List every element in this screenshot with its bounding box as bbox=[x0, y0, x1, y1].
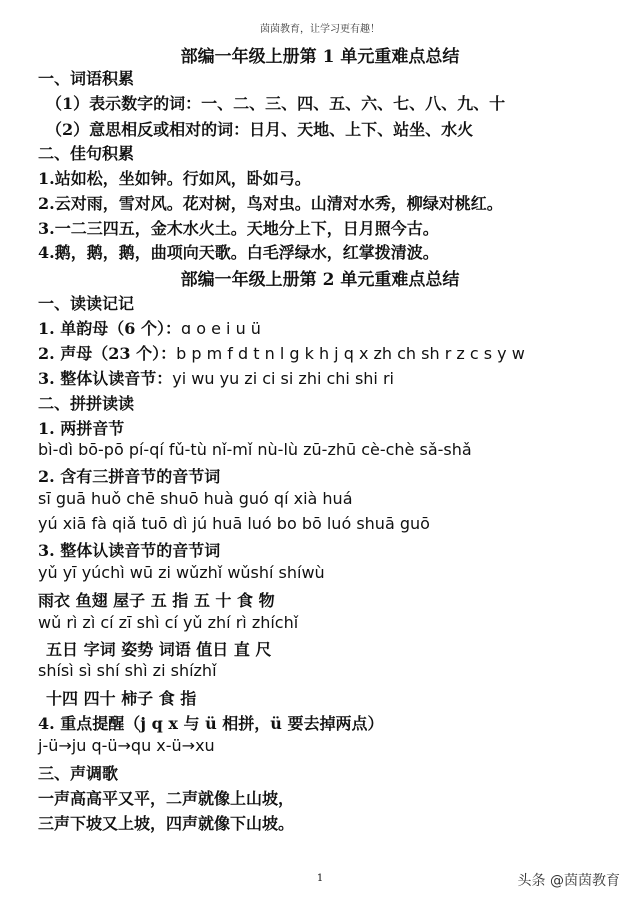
whole-words-hanzi-3: 十四 四十 柿子 食 指 bbox=[46, 689, 197, 708]
unit2-single-finals bbox=[38, 316, 261, 339]
tone-song-line-2: 三声下坡又上坡，四声就像下山坡。 bbox=[38, 814, 295, 833]
header-slogan: 茵茵教育，让学习更有趣！ bbox=[260, 24, 380, 35]
single-finals-value: ɑ o e i u ü bbox=[180, 319, 261, 338]
three-part-row-1: sī guā huǒ chē shuō huà guó qí xià huá bbox=[38, 489, 353, 508]
unit2-section-read: 一、读读记记 bbox=[38, 294, 135, 313]
two-part-pinyin: bì-dì bō-pō pí-qí fǔ-tù nǐ-mǐ nù-lù zū-zhū cè-chè sǎ-shǎ bbox=[38, 440, 472, 459]
initials-label: 2. 声母（23 个）： bbox=[38, 344, 177, 363]
whole-words-hanzi-1: 雨衣 鱼翅 屋子 五 指 五 十 食 物 bbox=[38, 591, 275, 610]
unit1-title: 部编一年级上册第 1 单元重难点总结 bbox=[180, 47, 460, 67]
whole-words-pinyin-2: wǔ rì zì cí zī shì cí yǔ zhí rì zhíchǐ bbox=[38, 613, 299, 632]
unit1-sentence-4: 4.鹅，鹅，鹅，曲项向天歌。白毛浮绿水，红掌拨清波。 bbox=[38, 243, 439, 262]
tone-song-line-1: 一声高高平又平，二声就像上山坡， bbox=[38, 789, 295, 808]
whole-words-hanzi-2: 五日 字词 姿势 词语 值日 直 尺 bbox=[46, 640, 272, 659]
single-finals-label: 1. 单韵母（6 个）： bbox=[38, 319, 181, 338]
watermark: 头条 @茵茵教育 bbox=[517, 873, 620, 889]
unit1-sentence-1: 1.站如松，坐如钟。行如风，卧如弓。 bbox=[38, 169, 311, 188]
unit2-section-tone-song: 三、声调歌 bbox=[38, 764, 119, 783]
unit1-sentence-2: 2.云对雨，雪对风。花对树，鸟对虫。山清对水秀，柳绿对桃红。 bbox=[38, 194, 503, 213]
three-part-label: 2. 含有三拼音节的音节词 bbox=[38, 467, 221, 486]
page-number: 1 bbox=[316, 873, 324, 884]
unit1-opposite-words: （2）意思相反或相对的词：日月、天地、上下、站坐、水火 bbox=[46, 120, 474, 139]
unit1-sentence-3: 3.一二三四五，金木水火土。天地分上下，日月照今古。 bbox=[38, 219, 439, 238]
three-part-row-2: yú xiā fà qiǎ tuō dì jú huā luó bo bō luó shuā guō bbox=[38, 514, 430, 533]
unit2-section-spell: 二、拼拼读读 bbox=[38, 394, 135, 413]
two-part-label: 1. 两拼音节 bbox=[38, 419, 125, 438]
whole-syllables-value: yi wu yu zi ci si zhi chi shi ri bbox=[172, 369, 394, 388]
key-reminder-label: 4. 重点提醒（j q x 与 ü 相拼，ü 要去掉两点） bbox=[38, 714, 384, 733]
whole-syllables-label: 3. 整体认读音节： bbox=[38, 369, 173, 388]
whole-words-label: 3. 整体认读音节的音节词 bbox=[38, 541, 221, 560]
whole-words-pinyin-1: yǔ yī yúchì wū zi wǔzhǐ wǔshí shíwù bbox=[38, 563, 325, 582]
unit2-title: 部编一年级上册第 2 单元重难点总结 bbox=[180, 270, 460, 290]
whole-words-pinyin-3: shísì sì shí shì zi shízhǐ bbox=[38, 661, 217, 680]
unit1-section-sentences: 二、佳句积累 bbox=[38, 144, 135, 163]
unit2-initials bbox=[38, 341, 525, 364]
unit2-whole-syllables bbox=[38, 366, 394, 389]
initials-value: b p m f d t n l g k h j q x zh ch sh r z c s y w bbox=[176, 344, 525, 363]
unit1-number-words: （1）表示数字的词：一、二、三、四、五、六、七、八、九、十 bbox=[46, 94, 506, 113]
key-reminder-value: j-ü→ju q-ü→qu x-ü→xu bbox=[38, 736, 215, 755]
unit1-section-vocab: 一、词语积累 bbox=[38, 69, 135, 88]
